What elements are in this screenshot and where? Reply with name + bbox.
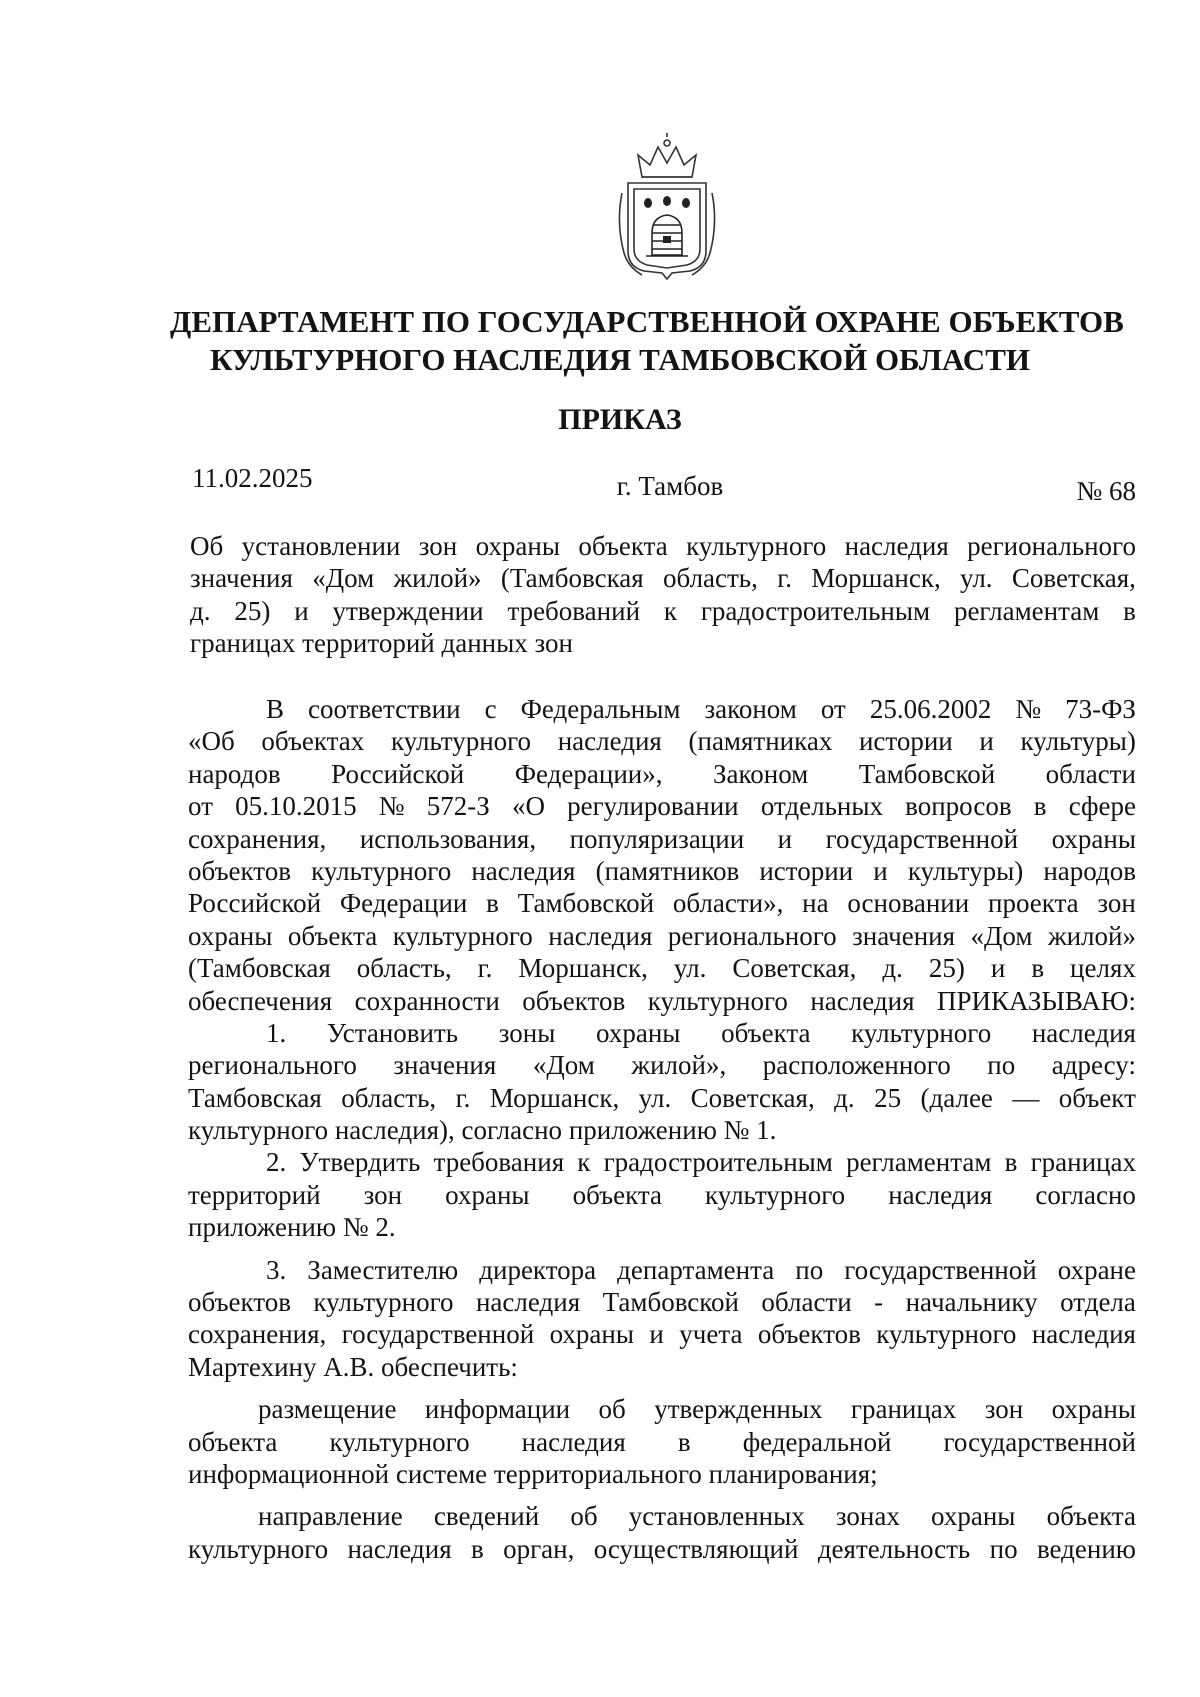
word: области <box>761 1287 852 1318</box>
word: ул. <box>673 953 707 984</box>
word: и <box>649 1319 664 1350</box>
word: г. <box>477 953 493 984</box>
word: д. <box>834 1082 855 1113</box>
word: сфере <box>1068 791 1136 822</box>
word: № <box>378 791 405 822</box>
word: наследия <box>557 726 662 757</box>
word: наследия <box>347 1533 452 1564</box>
body-line <box>188 1458 1136 1490</box>
word: — <box>1012 1082 1040 1113</box>
word: наследия <box>548 920 653 951</box>
word: охраны <box>596 1017 681 1048</box>
word: границах <box>190 628 296 659</box>
word: регионального <box>667 920 837 951</box>
word: начальнику <box>905 1287 1038 1318</box>
word: информации <box>424 1394 571 1425</box>
word: отдела <box>1060 1287 1136 1318</box>
word: расположенного <box>762 1050 951 1081</box>
word: охраны <box>549 1319 634 1350</box>
body-line <box>188 1114 1136 1146</box>
word: в <box>1004 1147 1018 1178</box>
body-line <box>188 758 1136 790</box>
word: и <box>777 823 793 854</box>
body-line <box>188 1426 1136 1458</box>
word: основании <box>847 888 970 919</box>
word: охраны <box>445 1179 530 1210</box>
word: область, <box>356 953 452 984</box>
word: в <box>1123 595 1136 626</box>
word: государственной <box>341 1319 535 1350</box>
word: 3. <box>266 1254 287 1285</box>
word: Российской <box>331 758 465 789</box>
word: значения <box>393 1050 497 1081</box>
word: в <box>486 888 499 919</box>
word: № <box>1015 694 1042 724</box>
word: 73-ФЗ <box>1065 694 1136 724</box>
word: ул. <box>638 1082 672 1113</box>
department-name <box>170 303 1124 379</box>
word: учета <box>679 1319 743 1350</box>
word: истории <box>759 855 854 886</box>
body-line <box>188 1393 1136 1425</box>
word: А.В. <box>323 1351 375 1382</box>
word: объект <box>1058 1082 1136 1113</box>
word: регулировании <box>567 791 739 822</box>
word: вопросов <box>905 791 1012 822</box>
word: д. <box>190 595 211 626</box>
word: требований <box>507 595 641 626</box>
word: Советская, <box>690 1082 815 1113</box>
word: объекта <box>287 920 378 951</box>
document-body <box>188 693 1136 1565</box>
word: согласно <box>461 1115 563 1146</box>
word: (далее <box>920 1082 993 1113</box>
department-line: КУЛЬТУРНОГО НАСЛЕДИЯ ТАМБОВСКОЙ ОБЛАСТИ <box>210 342 1030 377</box>
word: наследия <box>888 1179 993 1210</box>
word: департамента <box>617 1254 775 1285</box>
word: 05.10.2015 <box>235 791 357 822</box>
word: наследия <box>521 1426 626 1457</box>
word: 25 <box>874 1082 902 1113</box>
word: жилой» <box>393 563 482 594</box>
word: к <box>577 1147 591 1178</box>
word: «Дом <box>532 1050 595 1081</box>
word: № <box>342 1212 369 1243</box>
word: популяризации <box>569 823 745 854</box>
word: В <box>266 694 285 724</box>
word: «Дом <box>970 920 1033 951</box>
word: территорий <box>302 628 435 659</box>
word: по <box>795 1254 824 1285</box>
word: Советская, <box>1011 563 1136 594</box>
word: 25) <box>928 953 965 984</box>
word: границах <box>850 1394 957 1425</box>
word: культурного <box>390 726 532 757</box>
word: наследия <box>844 531 949 561</box>
word: соответствии <box>308 694 461 724</box>
word: (памятниках <box>688 726 833 757</box>
subject-line <box>190 627 1136 659</box>
word: Моршанск, <box>811 563 941 594</box>
word: федеральной <box>742 1426 892 1457</box>
body-line <box>188 1049 1136 1081</box>
word: проекта <box>988 888 1079 919</box>
word: и <box>979 726 994 757</box>
word: сохранности <box>354 985 500 1016</box>
word: направление <box>258 1501 403 1532</box>
word: культурного <box>188 1533 329 1564</box>
word: объектов <box>522 985 626 1016</box>
word: наследия <box>475 1287 581 1318</box>
word: требования <box>433 1147 565 1178</box>
word: и <box>873 855 888 886</box>
word: объектов <box>757 1319 861 1350</box>
body-line <box>188 887 1136 919</box>
word: размещение <box>258 1394 397 1425</box>
body-line <box>188 1211 1136 1243</box>
word: объектах <box>261 726 365 757</box>
word: Установить <box>326 1017 459 1048</box>
word: обеспечить: <box>380 1351 518 1382</box>
word: наследия <box>1031 1319 1136 1350</box>
word: - <box>874 1287 884 1318</box>
word: зон <box>418 531 458 561</box>
word: Российской <box>188 888 322 919</box>
word: регионального <box>188 1050 357 1081</box>
word: жилой», <box>631 1050 727 1081</box>
body-line <box>188 1500 1136 1532</box>
word: 1. <box>266 1017 287 1048</box>
word: области», <box>672 888 784 919</box>
word: (Тамбовская <box>500 563 644 594</box>
word: Федеральным <box>520 694 681 724</box>
body-line <box>188 1179 1136 1211</box>
word: «О <box>511 791 545 822</box>
word: от <box>820 694 846 724</box>
word: в <box>1031 953 1045 984</box>
word: 25) <box>234 595 271 626</box>
word: Законом <box>712 758 809 789</box>
word: Советская, <box>732 953 857 984</box>
word: от <box>188 791 213 822</box>
word: директора <box>479 1254 597 1285</box>
word: области <box>1045 758 1136 789</box>
word: культурного <box>392 920 533 951</box>
word: Моршанск, <box>489 1082 620 1113</box>
word: культурного <box>876 1319 1017 1350</box>
word: утвержденных <box>654 1394 823 1425</box>
word: «Об <box>188 726 235 757</box>
word: на <box>802 888 829 919</box>
word: объекта <box>721 1017 811 1048</box>
word: Федерации», <box>514 758 663 789</box>
word: значения <box>852 920 956 951</box>
word: культурного <box>647 985 788 1016</box>
word: регламентам <box>846 1147 992 1178</box>
word: и <box>990 953 1006 984</box>
document-type: ПРИКАЗ <box>558 403 682 436</box>
word: сведений <box>433 1501 540 1532</box>
word: приложению <box>188 1212 337 1243</box>
word: адресу: <box>1051 1050 1136 1081</box>
document-date: 11.02.2025 <box>192 463 313 493</box>
word: объекта <box>578 531 668 561</box>
word: Тамбовской <box>602 1287 739 1318</box>
subject-line <box>190 595 1136 627</box>
document-city: г. Тамбов <box>616 471 724 501</box>
word: Заместителю <box>307 1254 459 1285</box>
word: отдельных <box>760 791 883 822</box>
word: объектов <box>188 1287 291 1318</box>
word: жилой» <box>1047 920 1136 951</box>
word: территорий <box>188 1179 321 1210</box>
word: орган, <box>503 1533 575 1564</box>
body-line <box>188 985 1136 1017</box>
word: в <box>1033 791 1047 822</box>
word: народов <box>1043 855 1136 886</box>
word: объекта <box>188 1426 278 1457</box>
word: зонах <box>835 1501 900 1532</box>
department-line: ДЕПАРТАМЕНТ ПО ГОСУДАРСТВЕННОЙ ОХРАНЕ ОБЪЕКТОВ <box>170 304 1124 339</box>
word: 572-З <box>426 791 490 822</box>
word: Тамбовской <box>517 888 655 919</box>
word: установленных <box>628 1501 805 1532</box>
word: охраны <box>188 920 273 951</box>
word: государственной <box>825 823 1019 854</box>
word: наследия <box>810 985 915 1016</box>
word: ведению <box>1036 1533 1136 1564</box>
body-line <box>188 952 1136 984</box>
body-line <box>188 920 1136 952</box>
word: сохранения, <box>188 1319 327 1350</box>
word: значения <box>190 563 293 594</box>
word: 25.06.2002 <box>869 694 992 724</box>
body-line <box>188 1318 1136 1350</box>
word: объекта <box>572 1179 662 1210</box>
word: государственной <box>844 1254 1037 1285</box>
word: наследия <box>471 855 576 886</box>
word: культурного <box>686 531 827 561</box>
word: зон <box>1097 888 1136 919</box>
word: «Дом <box>312 563 375 594</box>
word: данных <box>441 628 528 659</box>
body-line <box>188 1254 1136 1286</box>
body-line <box>188 1286 1136 1318</box>
word: (памятников <box>595 855 740 886</box>
word: культуры) <box>1020 726 1136 757</box>
word: 2. <box>266 1147 287 1178</box>
word: ул. <box>960 563 993 594</box>
word: планирования; <box>708 1458 878 1489</box>
word: (Тамбовская <box>188 953 331 984</box>
word: обеспечения <box>188 985 333 1016</box>
word: культурного <box>311 855 452 886</box>
word: охраны <box>1051 823 1136 854</box>
word: 2. <box>375 1212 396 1243</box>
word: область, <box>341 1082 437 1113</box>
word: по <box>987 1050 1016 1081</box>
word: законом <box>704 694 797 724</box>
subject-line <box>190 562 1136 594</box>
word: ПРИКАЗЫВАЮ: <box>936 985 1136 1016</box>
word: культурного <box>705 1179 846 1210</box>
subject-line <box>190 530 1136 562</box>
word: охране <box>1057 1254 1136 1285</box>
word: культурного <box>329 1426 470 1457</box>
word: наследия), <box>334 1115 455 1146</box>
word: и <box>294 595 309 626</box>
word: культурного <box>313 1287 454 1318</box>
word: зон <box>534 628 573 659</box>
word: № <box>723 1115 750 1146</box>
word: область, <box>663 563 758 594</box>
word: зон <box>363 1179 403 1210</box>
word: утверждении <box>332 595 484 626</box>
word: культуры) <box>907 855 1024 886</box>
word: об <box>598 1394 626 1425</box>
word: истории <box>858 726 953 757</box>
word: об <box>570 1501 598 1532</box>
document-number: № 68 <box>1076 476 1136 506</box>
body-line <box>188 1146 1136 1178</box>
word: в <box>677 1426 691 1457</box>
word: регионального <box>967 531 1136 561</box>
word: Моршанск, <box>518 953 648 984</box>
word: Тамбовская <box>188 1082 322 1113</box>
word: целях <box>1070 953 1136 984</box>
word: сохранения, <box>188 823 327 854</box>
word: г. <box>777 563 792 594</box>
word: согласно <box>1035 1179 1136 1210</box>
word: установлении <box>241 531 401 561</box>
body-line <box>188 1017 1136 1049</box>
body-line <box>188 725 1136 757</box>
word: Федерации <box>339 888 468 919</box>
word: к <box>663 595 677 626</box>
word: границах <box>1030 1147 1136 1178</box>
word: г. <box>455 1082 471 1113</box>
word: государственной <box>943 1426 1136 1457</box>
word: Мартехину <box>188 1351 317 1382</box>
word: системе <box>395 1458 488 1489</box>
word: наследия <box>1031 1017 1136 1048</box>
body-line <box>188 693 1136 725</box>
word: 1. <box>756 1115 777 1146</box>
word: с <box>484 694 497 724</box>
body-line <box>188 790 1136 822</box>
word: территориального <box>493 1458 702 1489</box>
word: д. <box>882 953 903 984</box>
word: использования, <box>359 823 537 854</box>
word: Тамбовской <box>858 758 996 789</box>
word: в <box>470 1533 484 1564</box>
word: регламентам <box>953 595 1100 626</box>
body-line <box>188 855 1136 887</box>
word: зоны <box>498 1017 556 1048</box>
word: охраны <box>931 1501 1016 1532</box>
word: культурного <box>851 1017 992 1048</box>
word: объекта <box>1046 1501 1136 1532</box>
word: народов <box>188 758 281 789</box>
word: градостроительным <box>700 595 931 626</box>
word: охраны <box>1051 1394 1136 1425</box>
word: градостроительным <box>603 1147 833 1178</box>
word: информационной <box>188 1458 390 1489</box>
word: Об <box>190 531 224 561</box>
word: по <box>989 1533 1018 1564</box>
word: деятельность <box>817 1533 971 1564</box>
word: охраны <box>475 531 560 561</box>
body-line <box>188 1082 1136 1114</box>
word: зон <box>984 1394 1024 1425</box>
word: объектов <box>188 855 291 886</box>
word: культурного <box>188 1115 329 1146</box>
word: приложению <box>568 1115 717 1146</box>
word: Утвердить <box>299 1147 421 1178</box>
body-line <box>188 1533 1136 1565</box>
body-line <box>188 823 1136 855</box>
word: осуществляющий <box>593 1533 799 1564</box>
body-line <box>188 1351 1136 1383</box>
document-subject <box>190 530 1136 660</box>
coat-of-arms-icon <box>608 133 726 281</box>
